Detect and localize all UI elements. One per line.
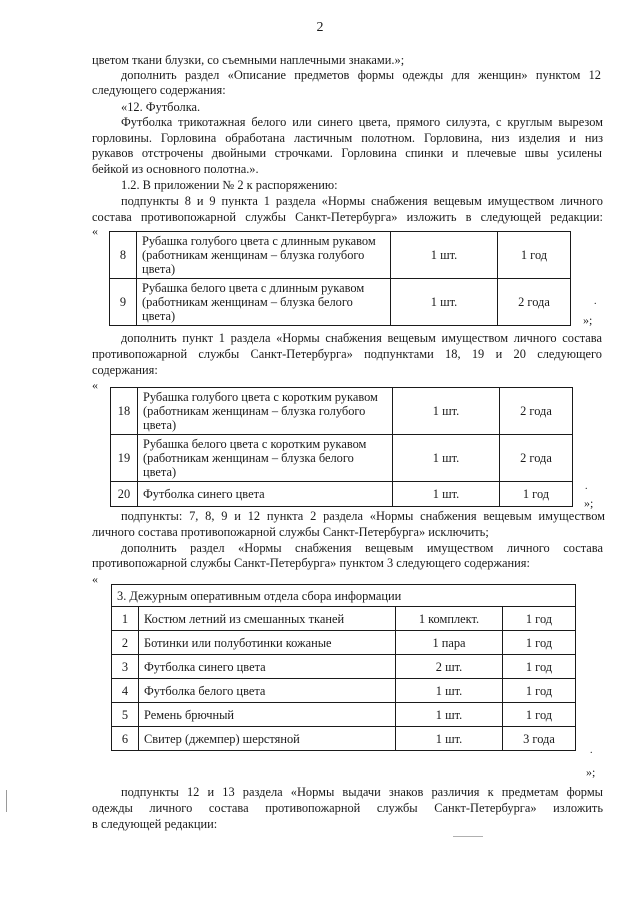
open-quote: « <box>92 572 98 586</box>
period-cell: 1 год <box>500 482 573 507</box>
item-name: Свитер (джемпер) шерстяной <box>139 727 396 751</box>
text-line: личного состава противопожарной службы Санкт-Петербурга» исключить; <box>92 525 489 539</box>
quantity-cell: 1 комплект. <box>396 607 503 631</box>
text-line: подпункты 8 и 9 пункта 1 раздела «Нормы снабжения вещевым имуществом личного <box>121 194 603 208</box>
quantity-cell: 1 шт. <box>391 279 498 326</box>
text-line: содержания: <box>92 363 158 377</box>
period-cell: 3 года <box>503 727 576 751</box>
row-number: 2 <box>112 631 139 655</box>
close-quote: »; <box>586 765 596 779</box>
period-cell: 1 год <box>503 679 576 703</box>
text-line: состава противопожарной службы Санкт-Петербурга» изложить в следующей редакции: <box>92 210 603 224</box>
item-note: (работникам женщинам – блузка голубого цвета) <box>143 404 366 432</box>
item-cell <box>138 435 393 482</box>
row-number: 5 <box>112 703 139 727</box>
text-line: противопожарной службы Санкт-Петербурга» пунктом 3 следующего содержания: <box>92 556 530 570</box>
text-line: подпункты: 7, 8, 9 и 12 пункта 2 раздела «Нормы снабжения вещевым имуществом <box>121 509 605 523</box>
row-number: 19 <box>111 435 138 482</box>
text-line: «12. Футболка. <box>121 100 201 114</box>
row-number: 8 <box>110 232 137 279</box>
text-line: бейкой из основного полотна.». <box>92 162 259 176</box>
text-line: противопожарной службы Санкт-Петербурга» подпунктами 18, 19 и 20 следующего <box>92 347 602 361</box>
quantity-cell: 1 пара <box>396 631 503 655</box>
quantity-cell: 1 шт. <box>396 727 503 751</box>
item-name: Рубашка белого цвета с коротким рукавом <box>143 437 367 451</box>
text-line: дополнить пункт 1 раздела «Нормы снабжения вещевым имуществом личного состава <box>121 331 602 345</box>
table-row <box>110 232 571 279</box>
table-row <box>112 727 576 751</box>
close-quote: »; <box>583 313 593 327</box>
open-quote: « <box>92 378 98 392</box>
period-cell: 1 год <box>503 631 576 655</box>
text-line: подпункты 12 и 13 раздела «Нормы выдачи знаков различия к предметам формы <box>121 785 603 799</box>
quantity-cell: 1 шт. <box>393 482 500 507</box>
period-cell: 1 год <box>503 607 576 631</box>
scan-artifact <box>6 790 7 812</box>
open-quote: « <box>92 224 98 238</box>
row-number: 18 <box>111 388 138 435</box>
row-number: 20 <box>111 482 138 507</box>
page-number: 2 <box>316 20 324 35</box>
item-name: Рубашка голубого цвета с коротким рукавом <box>143 390 378 404</box>
item-cell <box>138 388 393 435</box>
row-number: 3 <box>112 655 139 679</box>
table-2 <box>110 387 573 507</box>
period-cell: 2 года <box>500 388 573 435</box>
quantity-cell: 1 шт. <box>396 703 503 727</box>
item-cell <box>137 279 391 326</box>
item-name: Футболка белого цвета <box>139 679 396 703</box>
table-row <box>112 655 576 679</box>
text-line: дополнить раздел «Описание предметов формы одежды для женщин» пунктом 12 <box>121 68 601 82</box>
item-note: (работникам женщинам – блузка белого цвета) <box>142 295 353 323</box>
period-cell: 1 год <box>503 655 576 679</box>
item-name: Рубашка белого цвета с длинным рукавом <box>142 281 365 295</box>
item-note: (работникам женщинам – блузка белого цвета) <box>143 451 354 479</box>
table-row <box>112 607 576 631</box>
text-line: Футболка трикотажная белого или синего цвета, прямого силуэта, с круглым вырезом <box>121 115 603 129</box>
quantity-cell: 1 шт. <box>393 435 500 482</box>
table-row <box>111 482 573 507</box>
table-3 <box>111 584 576 751</box>
section-header: 3. Дежурным оперативным отдела сбора информации <box>112 585 576 607</box>
table-row <box>111 435 573 482</box>
text-line: в следующей редакции: <box>92 817 218 831</box>
table-row <box>112 703 576 727</box>
stray-dot: . <box>594 296 597 307</box>
row-number: 4 <box>112 679 139 703</box>
stray-dot: . <box>585 481 588 492</box>
item-name: Рубашка голубого цвета с длинным рукавом <box>142 234 376 248</box>
text-line: следующего содержания: <box>92 83 226 97</box>
quantity-cell: 1 шт. <box>393 388 500 435</box>
quantity-cell: 1 шт. <box>391 232 498 279</box>
item-name: Ремень брючный <box>139 703 396 727</box>
close-quote: »; <box>584 496 594 510</box>
quantity-cell: 1 шт. <box>396 679 503 703</box>
row-number: 9 <box>110 279 137 326</box>
table-row <box>112 631 576 655</box>
row-number: 6 <box>112 727 139 751</box>
period-cell: 1 год <box>498 232 571 279</box>
period-cell: 2 года <box>498 279 571 326</box>
text-line: рукавов отстрочены двойными строчками. Горловина спинки и плечевые швы усилены <box>92 146 602 160</box>
text-line: одежды личного состава противопожарной службы Санкт-Петербурга» изложить <box>92 801 603 815</box>
quantity-cell: 2 шт. <box>396 655 503 679</box>
item-name: Ботинки или полуботинки кожаные <box>139 631 396 655</box>
row-number: 1 <box>112 607 139 631</box>
table-row <box>112 679 576 703</box>
table-1 <box>109 231 571 326</box>
table-row <box>110 279 571 326</box>
item-note: (работникам женщинам – блузка голубого цвета) <box>142 248 365 276</box>
text-line: цветом ткани блузки, со съемными наплечными знаками.»; <box>92 53 405 67</box>
item-name: Футболка синего цвета <box>139 655 396 679</box>
item-cell <box>138 482 393 507</box>
item-name: Костюм летний из смешанных тканей <box>139 607 396 631</box>
table-header-row <box>112 585 576 607</box>
text-line: дополнить раздел «Нормы снабжения вещевым имуществом личного состава <box>121 541 603 555</box>
table-row <box>111 388 573 435</box>
stray-dot: . <box>590 745 593 756</box>
item-cell <box>137 232 391 279</box>
period-cell: 1 год <box>503 703 576 727</box>
text-line: горловины. Горловина обработана ластичным полотном. Горловина, низ изделия и низ <box>92 131 603 145</box>
scan-artifact <box>453 836 483 837</box>
text-line: 1.2. В приложении № 2 к распоряжению: <box>121 178 338 192</box>
period-cell: 2 года <box>500 435 573 482</box>
item-name: Футболка синего цвета <box>143 487 265 501</box>
